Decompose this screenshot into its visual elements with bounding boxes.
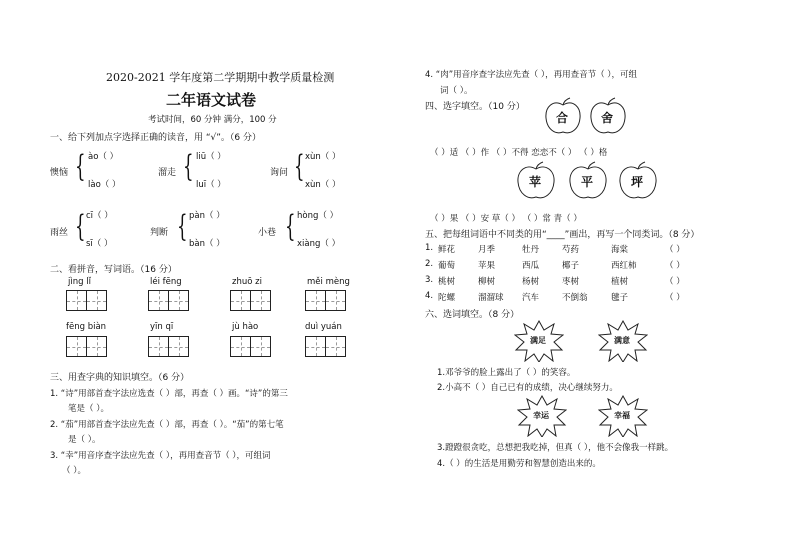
apple-char-bubble	[617, 160, 659, 202]
q3-line: 4. “肉”用音序查字法应先查（ ），再用查音节（ ），可组	[425, 70, 638, 80]
answer-blank[interactable]: （ ）	[665, 277, 685, 287]
word: 植树	[611, 277, 629, 287]
word: 不倒翁	[562, 293, 588, 303]
word-option: 幸福	[614, 411, 630, 420]
q4-row: （ ）适 （ ）作 （ ）不得 恋恋不（ ） （ ）格	[430, 148, 608, 158]
word: 牡丹	[522, 245, 540, 255]
starburst-word	[598, 395, 648, 437]
row-number: 3.	[425, 275, 434, 285]
starburst-word	[517, 395, 567, 437]
apple-char-bubble	[567, 160, 609, 202]
word-option: 满足	[530, 336, 546, 345]
char-option: 平	[581, 175, 594, 189]
q1-word: 雨丝	[50, 228, 69, 238]
q3-line: 笔是（ ）。	[68, 404, 109, 414]
writing-grid[interactable]	[66, 336, 107, 357]
pinyin-option[interactable]: cī（ ）	[86, 211, 113, 221]
q6-sentence: 4.（ ）的生活是用勤劳和智慧创造出来的。	[437, 459, 601, 469]
q4-row: （ ）果 （ ）安 草（ ） （ ）常 青（ ）	[430, 214, 582, 224]
word-option: 幸运	[533, 411, 549, 420]
word: 汽车	[522, 293, 540, 303]
q3-line: 2. “茄”用部首查字法应先查（ ）部，再查（ ）。“茄”的第七笔	[50, 420, 284, 430]
char-option: 苹	[529, 175, 542, 189]
writing-grid[interactable]	[230, 290, 271, 311]
q3-line: 词（ ）。	[440, 86, 473, 96]
exam-info: 考试时间，60 分钟 满分，100 分	[148, 115, 277, 125]
word: 西瓜	[522, 261, 540, 271]
row-number: 4.	[425, 291, 434, 301]
pinyin-label: zhuō zi	[232, 277, 262, 287]
pinyin-label: jìng lǐ	[68, 277, 91, 287]
paper-title: 二年语文试卷	[166, 91, 257, 109]
apple-char-bubble	[515, 160, 557, 202]
brace: {	[183, 149, 194, 184]
writing-grid[interactable]	[148, 336, 189, 357]
pinyin-option[interactable]: xùn（ ）	[305, 180, 341, 190]
word-option: 满意	[614, 336, 630, 345]
word: 柳树	[478, 277, 496, 287]
writing-grid[interactable]	[230, 336, 271, 357]
pinyin-option[interactable]: liū（ ）	[196, 152, 226, 162]
brace: {	[75, 209, 86, 244]
word: 西红柿	[611, 261, 637, 271]
word: 杨树	[522, 277, 540, 287]
q1-word: 判断	[150, 228, 169, 238]
word: 桃树	[438, 277, 456, 287]
char-option: 舍	[601, 111, 614, 125]
pinyin-label: fēng biàn	[66, 322, 107, 332]
q1-word: 询问	[270, 168, 289, 178]
q6-sentence: 3.蹬蹬很贪吃，总想把我吃掉，但真（ ），他不会像我一样跳。	[437, 443, 674, 453]
q3-line: （ ）。	[62, 466, 86, 476]
q5-heading: 五、把每组词语中不同类的用“____”画出，再写一个同类词。（8 分）	[425, 230, 700, 240]
word: 芍药	[562, 245, 580, 255]
word: 溜溜球	[478, 293, 504, 303]
q4-heading: 四、选字填空。（10 分）	[425, 102, 525, 112]
writing-grid[interactable]	[305, 290, 346, 311]
writing-grid[interactable]	[305, 336, 346, 357]
answer-blank[interactable]: （ ）	[665, 261, 685, 271]
word: 苹果	[478, 261, 496, 271]
q1-heading: 一、给下列加点字选择正确的读音，用 “√”。（6 分）	[50, 133, 262, 143]
q1-word: 溜走	[158, 168, 177, 178]
brace: {	[285, 209, 296, 244]
exam-title: 2020-2021 学年度第二学期期中教学质量检测	[106, 71, 335, 84]
word: 葡萄	[438, 261, 456, 271]
brace: {	[75, 149, 86, 184]
writing-grid[interactable]	[66, 290, 107, 311]
answer-blank[interactable]: （ ）	[665, 245, 685, 255]
starburst-word	[598, 320, 648, 362]
word: 海棠	[611, 245, 629, 255]
word: 鲜花	[438, 245, 456, 255]
starburst-word	[514, 320, 564, 362]
writing-grid[interactable]	[148, 290, 189, 311]
pinyin-label: yīn qī	[150, 322, 174, 332]
pinyin-label: duì yuán	[305, 322, 342, 332]
q6-heading: 六、选词填空。（8 分）	[425, 310, 520, 320]
q3-line: 3. “幸”用音序查字法应先查（ ），再用查音节（ ），可组词	[50, 451, 271, 461]
apple-char-bubble	[588, 97, 628, 137]
q1-word: 懊恼	[50, 168, 69, 178]
pinyin-option[interactable]: ào（ ）	[88, 152, 119, 162]
q1-word: 小巷	[258, 228, 277, 238]
char-option: 坪	[631, 175, 644, 189]
pinyin-label: léi fēng	[150, 277, 182, 287]
pinyin-label: jù hào	[232, 322, 259, 332]
pinyin-option[interactable]: pàn（ ）	[189, 211, 225, 221]
brace: {	[177, 209, 188, 244]
q6-sentence: 1.邓爷爷的脸上露出了（ ）的笑容。	[437, 368, 576, 378]
pinyin-option[interactable]: bàn（ ）	[189, 239, 225, 249]
pinyin-option[interactable]: sī（ ）	[86, 239, 113, 249]
row-number: 1.	[425, 243, 434, 253]
word: 毽子	[611, 293, 629, 303]
pinyin-option[interactable]: luī（ ）	[196, 180, 226, 190]
word: 月季	[478, 245, 496, 255]
q3-line: 1. “诗”用部首查字法应选查（ ）部，再查（ ）画。“诗”的第三	[50, 389, 288, 399]
q2-heading: 二、看拼音，写词语。（16 分）	[50, 265, 177, 275]
word: 枣树	[562, 277, 580, 287]
pinyin-option[interactable]: xiàng（ ）	[297, 239, 341, 249]
pinyin-option[interactable]: xùn（ ）	[305, 152, 341, 162]
word: 椰子	[562, 261, 580, 271]
row-number: 2.	[425, 259, 434, 269]
pinyin-option[interactable]: hòng（ ）	[297, 211, 339, 221]
answer-blank[interactable]: （ ）	[665, 293, 685, 303]
char-option: 合	[556, 111, 569, 125]
brace: {	[294, 149, 305, 184]
word: 陀螺	[438, 293, 456, 303]
q6-sentence: 2.小高不（ ）自己已有的成绩，决心继续努力。	[437, 383, 618, 393]
pinyin-option[interactable]: lào（ ）	[88, 180, 121, 190]
pinyin-label: měi mèng	[307, 277, 350, 287]
apple-char-bubble	[543, 97, 583, 137]
q3-heading: 三、用查字典的知识填空。（6 分）	[50, 373, 190, 383]
q3-line: 是（ ）。	[68, 435, 101, 445]
